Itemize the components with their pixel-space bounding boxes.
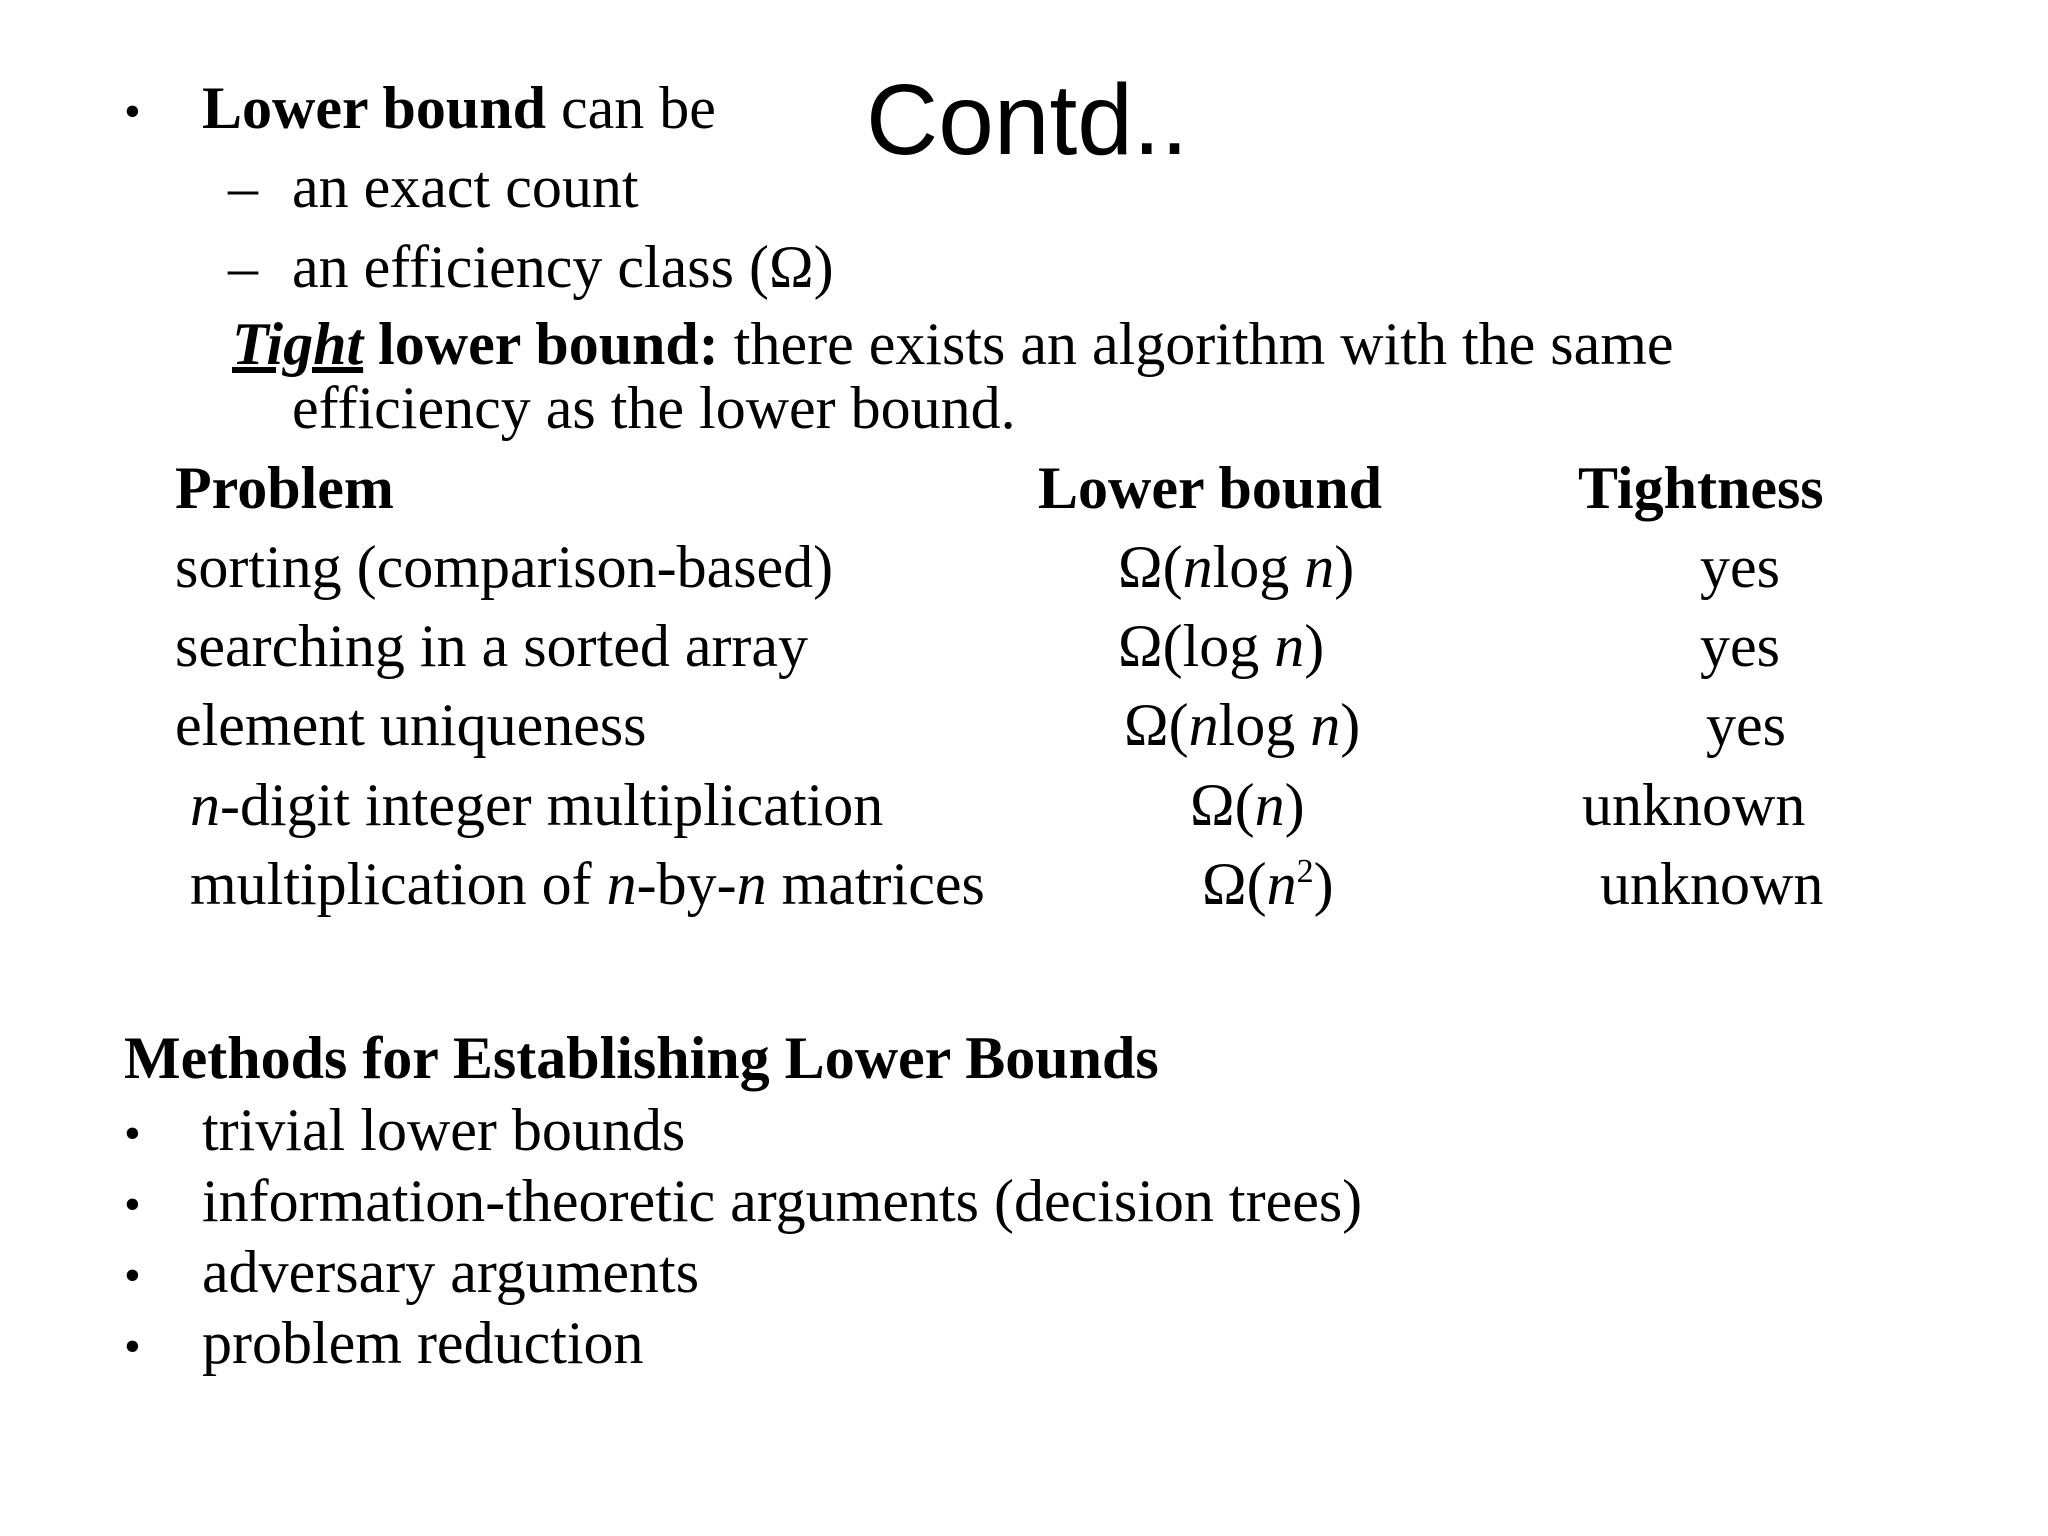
table-header-tightness: Tightness [1578,455,1824,521]
tight-word: Tight [232,311,364,377]
table-row-problem: searching in a sorted array [175,613,809,679]
sub-item-dash: – [228,234,258,300]
tight-bold: lower bound: [363,311,719,377]
methods-bullet: • [124,1107,141,1160]
sub-item-dash: – [228,154,258,220]
methods-bullet: • [124,1249,141,1302]
methods-item: trivial lower bounds [202,1097,686,1163]
intro-lead-bold: Lower bound [202,75,547,141]
table-row-problem: sorting (comparison-based) [175,534,834,600]
table-row-problem: n-digit integer multiplication [190,772,884,838]
methods-item: information-theoretic arguments (decision trees) [202,1168,1363,1234]
table-row-tightness: unknown [1600,851,1824,917]
slide-title: Contd.. [866,64,1189,176]
methods-bullet: • [124,1320,141,1373]
sub-item-exact-count: an exact count [292,154,639,220]
tight-rest: there exists an algorithm with the same [718,311,1674,377]
tight-definition-line1 [232,311,1674,377]
table-row-tightness: yes [1700,534,1780,600]
table-row-problem: element uniqueness [175,692,647,758]
intro-bullet: • [124,85,141,138]
table-row-tightness: yes [1700,613,1780,679]
table-row-lower-bound: Ω(log n) [1118,613,1325,679]
table-row-lower-bound: Ω(nlog n) [1118,534,1355,600]
intro-lead-rest: can be [546,75,716,141]
table-row-tightness: yes [1706,692,1786,758]
table-row-problem: multiplication of n-by-n matrices [190,851,985,917]
table-row-lower-bound: $\Omega(n^2)$ [1202,851,1334,917]
table-row-lower-bound: Ω(n) [1190,772,1305,838]
methods-bullet: • [124,1178,141,1231]
tight-definition-line2: efficiency as the lower bound. [292,375,1016,441]
table-row-lower-bound: Ω(nlog n) [1124,692,1361,758]
sub-item-efficiency-class: an efficiency class (Ω) [292,234,834,300]
table-header-problem: Problem [175,455,394,521]
methods-heading: Methods for Establishing Lower Bounds [124,1025,1159,1091]
methods-item: adversary arguments [202,1239,700,1305]
table-row-tightness: unknown [1582,772,1806,838]
methods-item: problem reduction [202,1310,644,1376]
intro-line [202,75,716,141]
table-header-lower-bound: Lower bound [1038,455,1383,521]
